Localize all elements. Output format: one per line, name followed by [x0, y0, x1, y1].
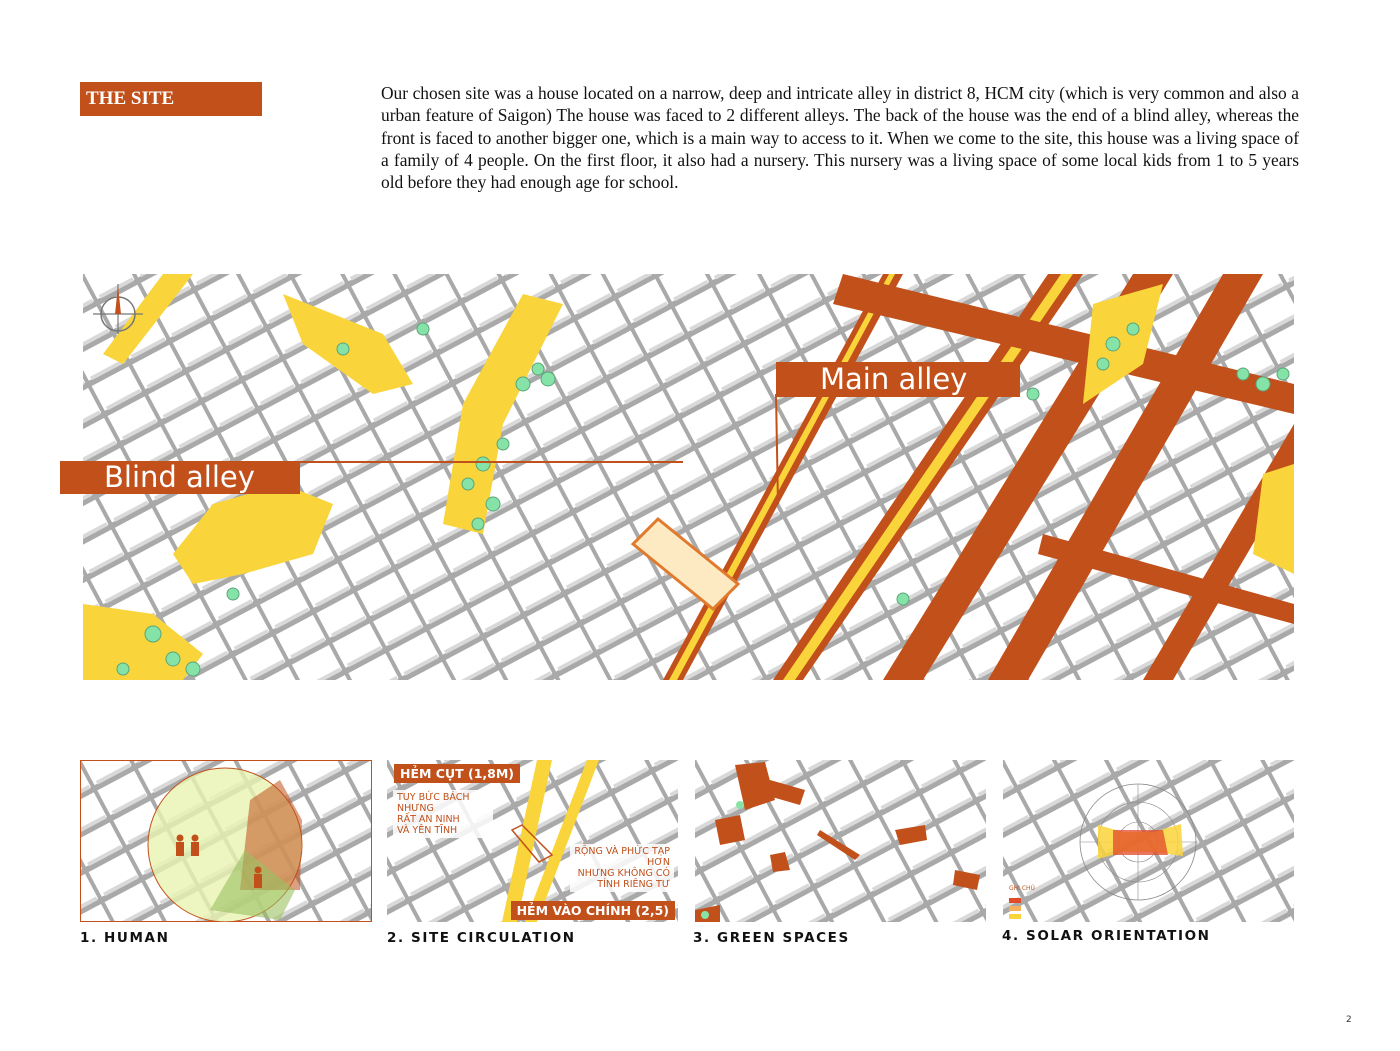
blind-alley-label: Blind alley	[60, 461, 300, 494]
panel-human	[80, 760, 372, 922]
page-number: 2	[1346, 1015, 1352, 1025]
human-diagram	[80, 760, 372, 922]
section-title: THE SITE	[80, 82, 262, 116]
legend-title: GHI CHÚ	[1009, 885, 1035, 892]
intro-paragraph: Our chosen site was a house located on a narrow, deep and intricate alley in district 8, HCM city (which is very common and also a urban feature of Saigon) The house was faced to 2 different alleys. The back of the house was the end of a blind alley, whereas the front is faced to another bigger one, which is a main way to access to it. When we come to the site, this house was a living space of a family of 4 people. On the first floor, it also had a nursery. This nursery was a living space of some local kids from 1 to 5 years old before they had enough age for school.	[381, 83, 1299, 193]
panel-solar	[1003, 760, 1294, 922]
main-alley-tag: HẺM VÀO CHÍNH (2,5)	[511, 901, 675, 920]
circulation-diagram	[387, 760, 678, 922]
panel-caption-solar: 4. SOLAR ORIENTATION	[1002, 928, 1211, 944]
panel-caption-green-spaces: 3. GREEN SPACES	[693, 930, 850, 946]
green-spaces-diagram	[695, 760, 986, 922]
panel-green-spaces	[695, 760, 986, 922]
solar-diagram	[1003, 760, 1294, 922]
blind-alley-tag: HẺM CỤT (1,8M)	[394, 764, 520, 783]
panel-caption-human: 1. HUMAN	[80, 930, 170, 946]
blind-alley-note: TUY BỨC BÁCH NHƯNG RẤT AN NINH VÀ YÊN TĨNH	[393, 790, 493, 838]
panel-circulation	[387, 760, 678, 922]
main-alley-label: Main alley	[776, 362, 1020, 397]
panel-caption-circulation: 2. SITE CIRCULATION	[387, 930, 576, 946]
main-alley-note: RỘNG VÀ PHỨC TẠP HƠN NHƯNG KHÔNG CÓ TÍNH RIÊNG TƯ	[570, 844, 674, 892]
